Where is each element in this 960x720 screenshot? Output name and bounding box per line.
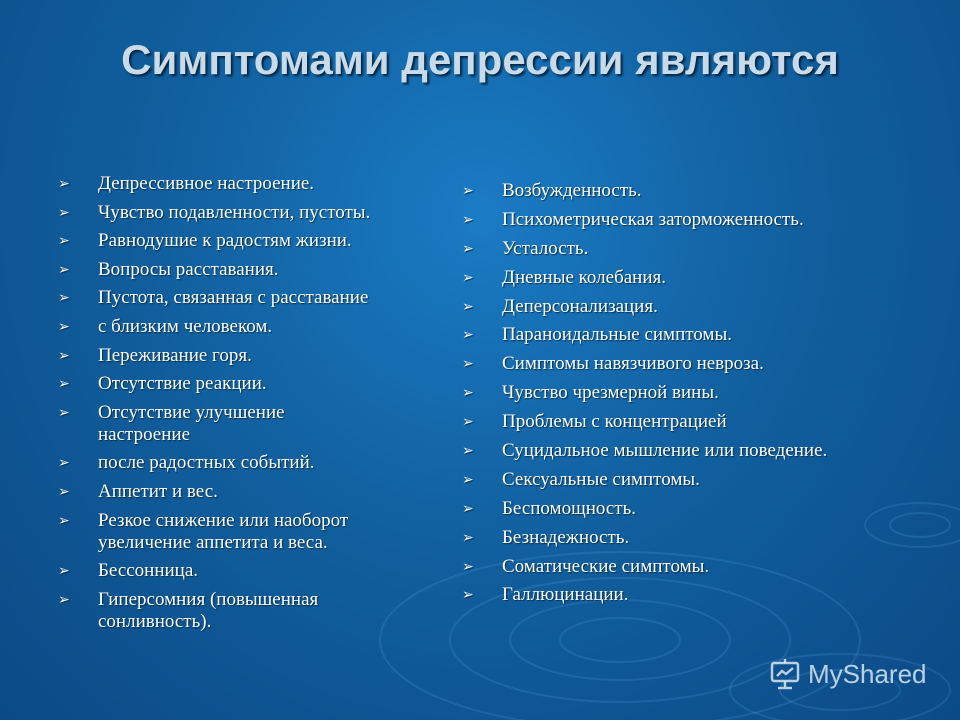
slide-title: Симптомами депрессии являются xyxy=(121,36,839,83)
symptom-text: Переживание горя. xyxy=(98,344,252,366)
symptom-text: Депрессивное настроение. xyxy=(98,173,315,194)
symptom-text: Чувство подавленности, пустоты. xyxy=(98,201,371,223)
symptom-item xyxy=(462,180,942,202)
symptom-text: Отсутствие улучшение xyxy=(98,401,285,423)
symptom-text: Чувство чрезмерной вины. xyxy=(502,382,719,404)
symptom-item xyxy=(58,345,458,367)
symptom-item xyxy=(462,267,942,289)
symptom-item xyxy=(58,452,458,474)
arrowhead-bullet-icon: ➢ xyxy=(462,587,474,604)
arrowhead-bullet-icon: ➢ xyxy=(58,290,70,307)
symptom-text: Сексуальные симптомы. xyxy=(502,468,700,490)
symptom-item xyxy=(462,440,942,462)
symptom-text: Бессонница. xyxy=(98,560,199,582)
symptom-text: Параноидальные симптомы. xyxy=(502,324,732,346)
arrowhead-bullet-icon: ➢ xyxy=(58,318,70,335)
symptom-text: Гиперсомния (повышенная xyxy=(98,588,319,610)
arrowhead-bullet-icon: ➢ xyxy=(58,204,70,221)
arrowhead-bullet-icon: ➢ xyxy=(58,483,70,500)
arrowhead-bullet-icon: ➢ xyxy=(58,347,70,364)
symptom-item xyxy=(462,411,942,433)
symptom-text: Вопросы расставания. xyxy=(98,258,279,280)
symptom-text: Деперсонализация. xyxy=(502,295,658,317)
arrowhead-bullet-icon: ➢ xyxy=(462,356,474,373)
left-symptom-list xyxy=(58,173,458,639)
symptom-item xyxy=(58,173,458,195)
arrowhead-bullet-icon: ➢ xyxy=(58,591,70,608)
arrowhead-bullet-icon: ➢ xyxy=(58,455,70,472)
symptom-item xyxy=(462,584,942,606)
symptom-item xyxy=(58,589,458,633)
symptom-item xyxy=(462,498,942,520)
arrowhead-bullet-icon: ➢ xyxy=(462,558,474,575)
symptom-text: Симптомы навязчивого невроза. xyxy=(502,353,764,375)
arrowhead-bullet-icon: ➢ xyxy=(462,269,474,286)
symptom-text: настроение xyxy=(98,423,191,445)
symptom-item xyxy=(462,556,942,578)
symptom-item xyxy=(462,469,942,491)
arrowhead-bullet-icon: ➢ xyxy=(462,211,474,228)
symptom-item xyxy=(58,402,458,446)
presentation-board-icon xyxy=(768,657,802,691)
symptom-item xyxy=(462,296,942,318)
symptom-text: Суцидальное мышление или поведение. xyxy=(502,440,828,462)
symptom-item xyxy=(58,230,458,252)
arrowhead-bullet-icon: ➢ xyxy=(58,404,70,421)
symptom-item xyxy=(58,202,458,224)
watermark-text: MyShared xyxy=(808,658,927,689)
symptom-item xyxy=(58,560,458,582)
symptom-item xyxy=(462,527,942,549)
arrowhead-bullet-icon: ➢ xyxy=(462,471,474,488)
symptom-text: Дневные колебания. xyxy=(502,266,667,288)
symptom-text: Отсутствие реакции. xyxy=(98,373,267,395)
arrowhead-bullet-icon: ➢ xyxy=(58,261,70,278)
symptom-item xyxy=(462,324,942,346)
arrowhead-bullet-icon: ➢ xyxy=(462,327,474,344)
right-symptom-list xyxy=(462,180,942,613)
arrowhead-bullet-icon: ➢ xyxy=(58,563,70,580)
symptom-text: Резкое снижение или наоборот xyxy=(98,509,349,531)
symptom-item xyxy=(462,353,942,375)
arrowhead-bullet-icon: ➢ xyxy=(462,414,474,431)
symptom-text: Усталость. xyxy=(502,237,589,259)
symptom-text: Беспомощность. xyxy=(502,497,637,519)
arrowhead-bullet-icon: ➢ xyxy=(58,512,70,529)
symptom-text: Галлюцинации. xyxy=(502,584,629,606)
symptom-item xyxy=(58,481,458,503)
symptom-text: Психометрическая заторможенность. xyxy=(502,208,804,230)
myshared-watermark xyxy=(768,656,927,692)
arrowhead-bullet-icon: ➢ xyxy=(462,183,474,199)
symptom-item xyxy=(462,238,942,260)
arrowhead-bullet-icon: ➢ xyxy=(58,176,70,192)
symptom-text: Соматические симптомы. xyxy=(502,555,710,577)
arrowhead-bullet-icon: ➢ xyxy=(58,376,70,393)
arrowhead-bullet-icon: ➢ xyxy=(462,529,474,546)
symptom-item xyxy=(58,316,458,338)
symptom-text: Аппетит и вес. xyxy=(98,480,218,502)
symptom-item xyxy=(462,209,942,231)
symptom-text: Возбужденность. xyxy=(502,180,642,201)
arrowhead-bullet-icon: ➢ xyxy=(462,385,474,402)
arrowhead-bullet-icon: ➢ xyxy=(462,240,474,257)
symptom-item xyxy=(58,287,458,309)
symptom-item xyxy=(462,382,942,404)
symptom-text: увеличение аппетита и веса. xyxy=(98,531,328,553)
arrowhead-bullet-icon: ➢ xyxy=(58,233,70,250)
arrowhead-bullet-icon: ➢ xyxy=(462,500,474,517)
symptom-text: сонливность). xyxy=(98,610,212,632)
arrowhead-bullet-icon: ➢ xyxy=(462,298,474,315)
arrowhead-bullet-icon: ➢ xyxy=(462,443,474,460)
symptom-text: Равнодушие к радостям жизни. xyxy=(98,230,352,252)
symptom-item xyxy=(58,373,458,395)
symptom-text: Безнадежность. xyxy=(502,526,630,548)
symptom-text: с близким человеком. xyxy=(98,315,273,337)
symptom-text: после радостных событий. xyxy=(98,452,315,474)
symptom-text: Проблемы с концентрацией xyxy=(502,411,727,433)
symptom-item xyxy=(58,510,458,554)
symptom-item xyxy=(58,259,458,281)
symptom-text: Пустота, связанная с расставание xyxy=(98,287,369,309)
